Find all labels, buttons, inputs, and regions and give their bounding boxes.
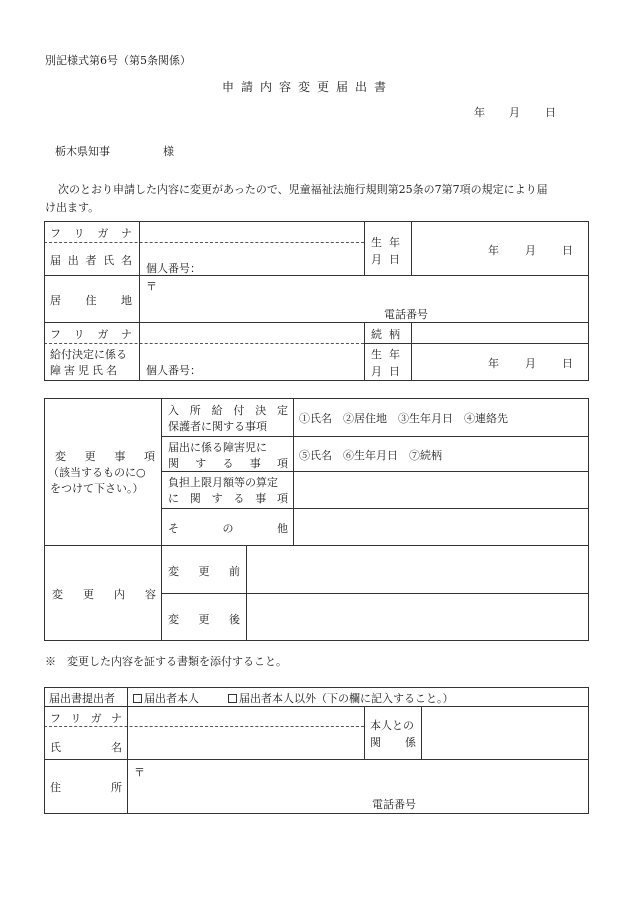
- change-content-label: 変 更 内 容: [52, 588, 156, 601]
- addressee: 栃木県知事: [55, 145, 110, 158]
- child-label-line2: 障害児氏名: [50, 364, 120, 377]
- submitter-address-label: 住 所: [50, 781, 122, 794]
- row1-label-line1: 入 所 給 付 決 定: [168, 404, 288, 417]
- child-birth-label-top: 生年: [371, 348, 407, 361]
- intro-text-line2: け出ます。: [45, 201, 100, 214]
- row2-label-line1: 届出に係る障害児に: [168, 441, 267, 454]
- applicant-name-label: 届 出 者 氏 名: [50, 254, 132, 267]
- date-month-label: 月: [509, 106, 520, 119]
- form-reference: 別記様式第6号（第5条関係）: [45, 54, 191, 67]
- birth-label-bottom: 月日: [371, 253, 407, 266]
- child-label-line1: 給付決定に係る: [50, 348, 127, 361]
- option-other[interactable]: [228, 690, 454, 706]
- submitter-label: 届出書提出者: [49, 692, 115, 705]
- child-birth-month[interactable]: 月: [525, 357, 536, 370]
- phone-label: 電話番号: [384, 308, 428, 321]
- change-items-label: 変 更 事 項: [55, 450, 155, 463]
- child-individual-number[interactable]: 個人番号：: [146, 364, 201, 377]
- attachment-note: ※ 変更した内容を証する書類を添付すること。: [45, 655, 287, 668]
- date-year-label: 年: [474, 106, 485, 119]
- after-label: 変 更 後: [168, 613, 240, 626]
- row1-options[interactable]: ①氏名 ②居住地 ③生年月日 ④連絡先: [299, 412, 508, 425]
- applicant-individual-number[interactable]: 個人番号：: [146, 262, 201, 275]
- applicant-birth-day[interactable]: 日: [562, 244, 573, 257]
- option-other-label: 届出者本人以外（下の欄に記入すること。）: [239, 692, 454, 705]
- row4-label: そ の 他: [168, 522, 288, 535]
- child-birth-day[interactable]: 日: [562, 357, 573, 370]
- row2-label-line2: 関 す る 事 項: [168, 457, 288, 470]
- relation-label-line2: 関 係: [370, 736, 416, 749]
- child-birth-year[interactable]: 年: [488, 357, 499, 370]
- form-title: 申請内容変更届出書: [222, 80, 394, 94]
- change-items-note-line1: （該当するものに○: [48, 466, 146, 479]
- change-items-note-line2: をつけて下さい。）: [50, 482, 144, 495]
- row3-label-line2: に 関 す る 事 項: [168, 492, 288, 505]
- relation-label: 続柄: [371, 328, 407, 341]
- row3-label-line1: 負担上限月額等の算定: [168, 476, 278, 489]
- before-label: 変 更 前: [168, 565, 240, 578]
- row2-options[interactable]: ⑤氏名 ⑥生年月日 ⑦続柄: [299, 449, 442, 462]
- option-self[interactable]: [133, 690, 199, 706]
- applicant-birth-year[interactable]: 年: [488, 244, 499, 257]
- submitter-phone-label: 電話番号: [372, 798, 416, 811]
- date-day-label: 日: [545, 106, 556, 119]
- address-label: 居 住 地: [50, 294, 132, 307]
- intro-text-line1: 次のとおり申請した内容に変更があったので、児童福祉法施行規則第25条の7第7項の規定により届: [58, 183, 548, 196]
- applicant-birth-month[interactable]: 月: [525, 244, 536, 257]
- submitter-postal-mark[interactable]: 〒: [134, 766, 145, 779]
- furigana-label: フ リ ガ ナ: [50, 227, 132, 240]
- checkbox-self[interactable]: [133, 694, 142, 703]
- submitter-name-label: 氏 名: [50, 741, 122, 754]
- row1-label-line2: 保護者に関する事項: [168, 420, 267, 433]
- honorific: 様: [163, 145, 174, 158]
- checkbox-other[interactable]: [228, 694, 237, 703]
- option-self-label: 届出者本人: [144, 692, 199, 705]
- birth-label-top: 生年: [371, 236, 407, 249]
- submitter-furigana-label: フ リ ガ ナ: [50, 712, 122, 725]
- relation-label-line1: 本人との: [370, 719, 414, 732]
- child-birth-label-bottom: 月日: [371, 365, 407, 378]
- postal-mark[interactable]: 〒: [146, 280, 157, 293]
- child-furigana-label: フ リ ガ ナ: [50, 328, 132, 341]
